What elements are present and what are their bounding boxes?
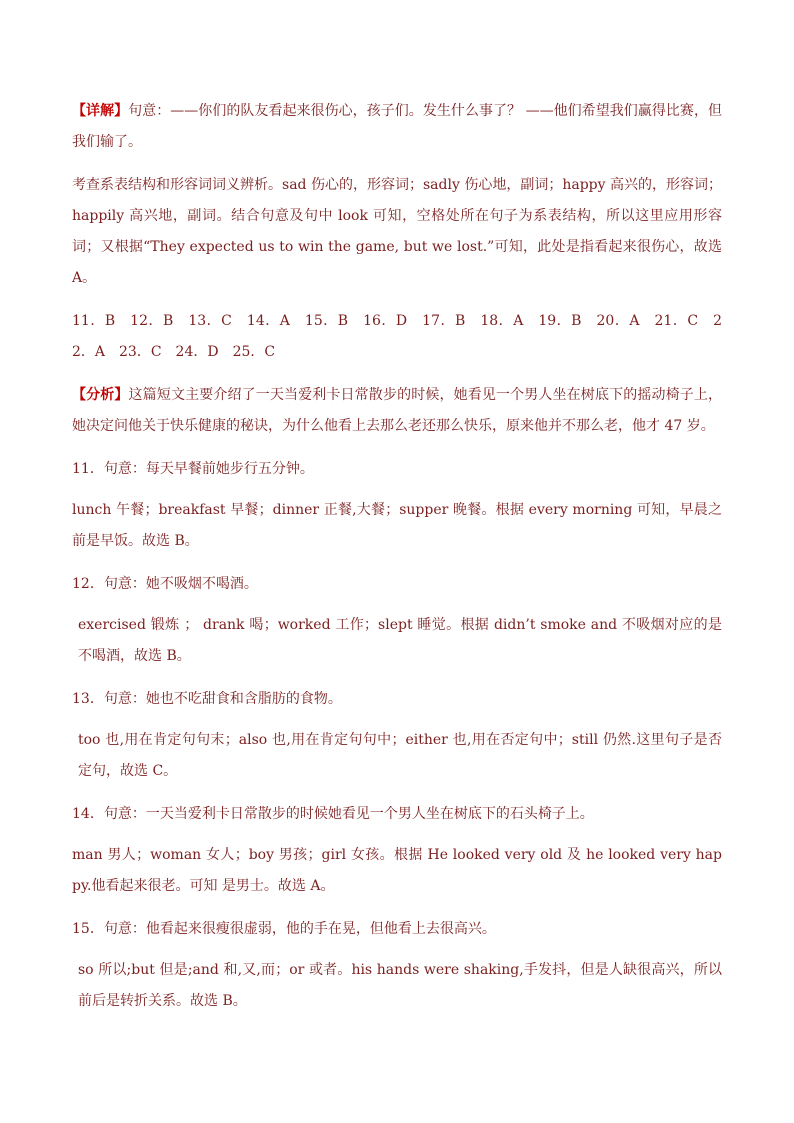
detail-tag: 【详解】 [72,103,129,119]
detail-text: 句意：——你们的队友看起来很伤心，孩子们。发生什么事了？ ——他们希望我们赢得比赛，但我们输了。 [72,103,722,150]
fenxi-tag: 【分析】 [72,387,129,403]
q14-title: 14．句意：一天当爱利卡日常散步的时候她看见一个男人坐在树底下的石头椅子上。 [72,806,594,822]
q12-explanation: exercised 锻炼 ； drank 喝；worked 工作；slept 睡觉。根据 didn’t smoke and 不吸烟对应的是不喝酒，故选 B。 [78,617,722,664]
q15-title: 15．句意：他看起来很瘦很虚弱，他的手在晃，但他看上去很高兴。 [72,921,496,937]
fenxi-paragraph [72,380,722,442]
q15-explanation: so 所以;but 但是;and 和,又,而；or 或者。his hands were shaking,手发抖，但是人缺很高兴，所以前后是转折关系。故选 B。 [78,962,722,1009]
fenxi-text: 这篇短文主要介绍了一天当爱利卡日常散步的时候，她看见一个男人坐在树底下的摇动椅子上，她决定问他关于快乐健康的秘诀，为什么他看上去那么老还那么快乐，原来他并不那么老，他才 47 岁。 [72,387,723,434]
q11-title: 11．句意：每天早餐前她步行五分钟。 [72,461,314,477]
analysis-paragraph: 考查系表结构和形容词词义辨析。sad 伤心的，形容词；sadly 伤心地，副词；happy 高兴的，形容词；happily 高兴地，副词。结合句意及句中 look 可知，空格处所在句子为系表结构，所以这里应用形容词；又根据“They expected us to win the game, but we lost.”可知，此处是指看起来很伤心，故选 A。 [72,177,722,286]
q13-title: 13．句意：她也不吃甜食和含脂肪的食物。 [72,691,342,707]
answer-key: 11．B 12．B 13．C 14．A 15．B 16．D 17．B 18．A 19．B 20．A 21．C 22．A 23．C 24．D 25．C [72,313,722,360]
q11-explanation: lunch 午餐；breakfast 早餐；dinner 正餐,大餐；supper 晚餐。根据 every morning 可知，早晨之前是早饭。故选 B。 [72,502,722,549]
detail-paragraph [72,96,722,158]
q13-explanation: too 也,用在肯定句句末；also 也,用在肯定句句中；either 也,用在否定句中；still 仍然.这里句子是否定句，故选 C。 [78,732,722,779]
q14-explanation: man 男人；woman 女人；boy 男孩；girl 女孩。根据 He looked very old 及 he looked very happy.他看起来很老。可知 是男士。故选 A。 [72,847,722,894]
q12-title: 12．句意：她不吸烟不喝酒。 [72,576,258,592]
document-page [72,96,722,1029]
